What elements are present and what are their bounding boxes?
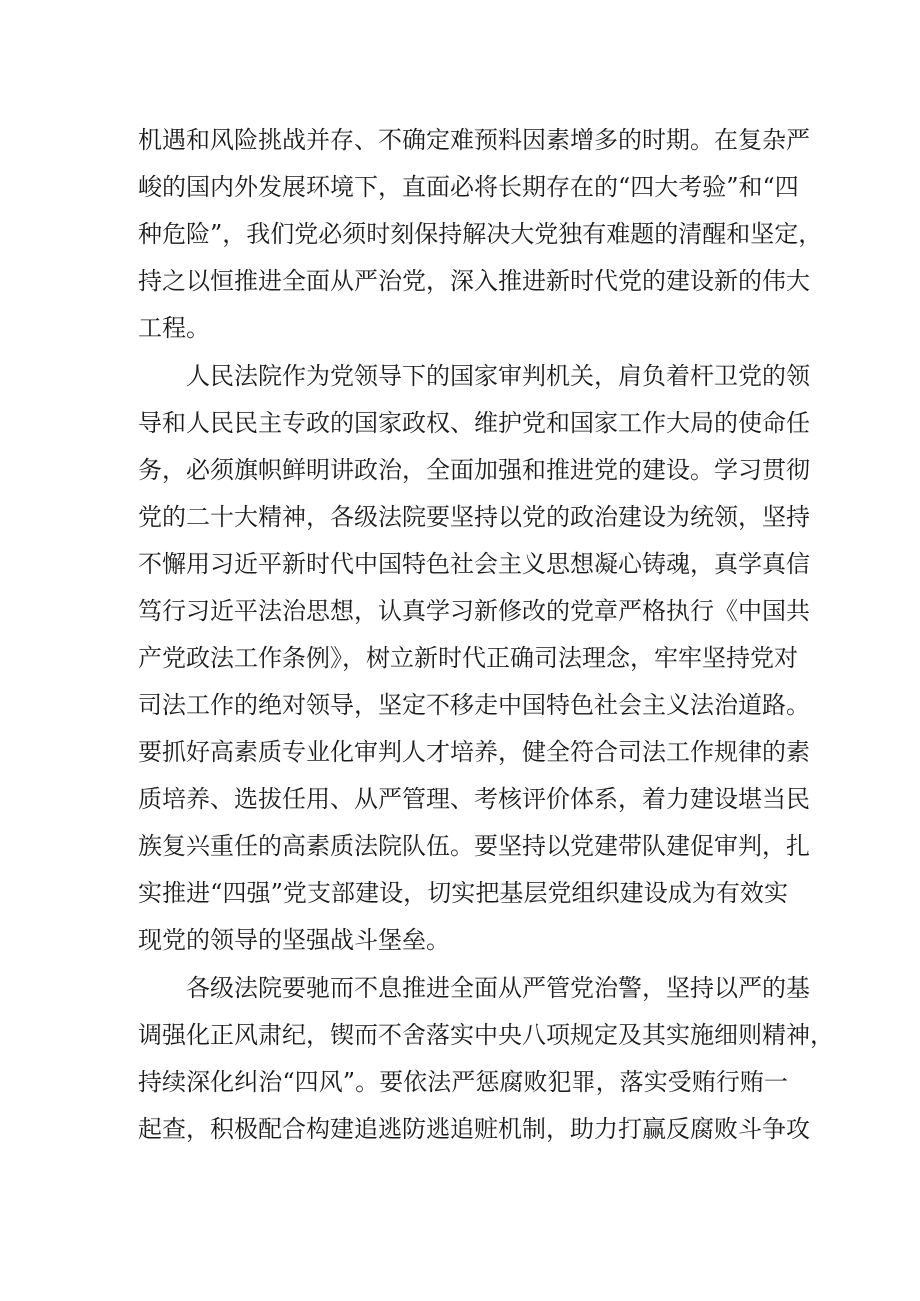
text-line: 现党的领导的坚强战斗堡垒。 <box>138 926 450 954</box>
text-line: 调强化正风肃纪，锲而不舍落实中央八项规定及其实施细则精神， <box>138 1021 834 1049</box>
text-line: 务，必须旗帜鲜明讲政治，全面加强和推进党的建设。学习贯彻 <box>138 456 810 484</box>
text-line: 机遇和风险挑战并存、不确定难预料因素增多的时期。在复杂严 <box>138 126 810 154</box>
text-line: 峻的国内外发展环境下，直面必将长期存在的“四大考验”和“四 <box>138 173 799 201</box>
text-line: 产党政法工作条例》，树立新时代正确司法理念，牢牢坚持党对 <box>138 644 798 672</box>
paragraph-first-line: 人民法院作为党领导下的国家审判机关，肩负着杆卫党的领 <box>186 362 810 390</box>
paragraph-first-line: 各级法院要驰而不息推进全面从严管党治警，坚持以严的基 <box>186 974 810 1002</box>
text-line: 持续深化纠治“四风”。要依法严惩腐败犯罪，落实受贿行贿一 <box>138 1068 788 1096</box>
text-line: 党的二十大精神，各级法院要坚持以党的政治建设为统领，坚持 <box>138 503 810 531</box>
text-line: 导和人民民主专政的国家政权、维护党和国家工作大局的使命任 <box>138 409 810 437</box>
text-line: 起查，积极配合构建追逃防逃追赃机制，助力打赢反腐败斗争攻 <box>138 1115 810 1143</box>
text-line: 要抓好高素质专业化审判人才培养，健全符合司法工作规律的素 <box>138 738 810 766</box>
text-line: 族复兴重任的高素质法院队伍。要坚持以党建带队建促审判，扎 <box>138 832 810 860</box>
text-line: 司法工作的绝对领导，坚定不移走中国特色社会主义法治道路。 <box>138 691 810 719</box>
text-line: 种危险”，我们党必须时刻保持解决大党独有难题的清醒和坚定， <box>138 220 823 248</box>
text-line: 笃行习近平法治思想，认真学习新修改的党章严格执行《中国共 <box>138 597 810 625</box>
text-line: 不懈用习近平新时代中国特色社会主义思想凝心铸魂，真学真信 <box>138 550 810 578</box>
text-line: 工程。 <box>138 314 210 342</box>
text-line: 质培养、选拔任用、从严管理、考核评价体系，着力建设堪当民 <box>138 785 810 813</box>
text-line: 实推进“四强”党支部建设，切实把基层党组织建设成为有效实 <box>138 879 788 907</box>
text-line: 持之以恒推进全面从严治党，深入推进新时代党的建设新的伟大 <box>138 267 810 295</box>
